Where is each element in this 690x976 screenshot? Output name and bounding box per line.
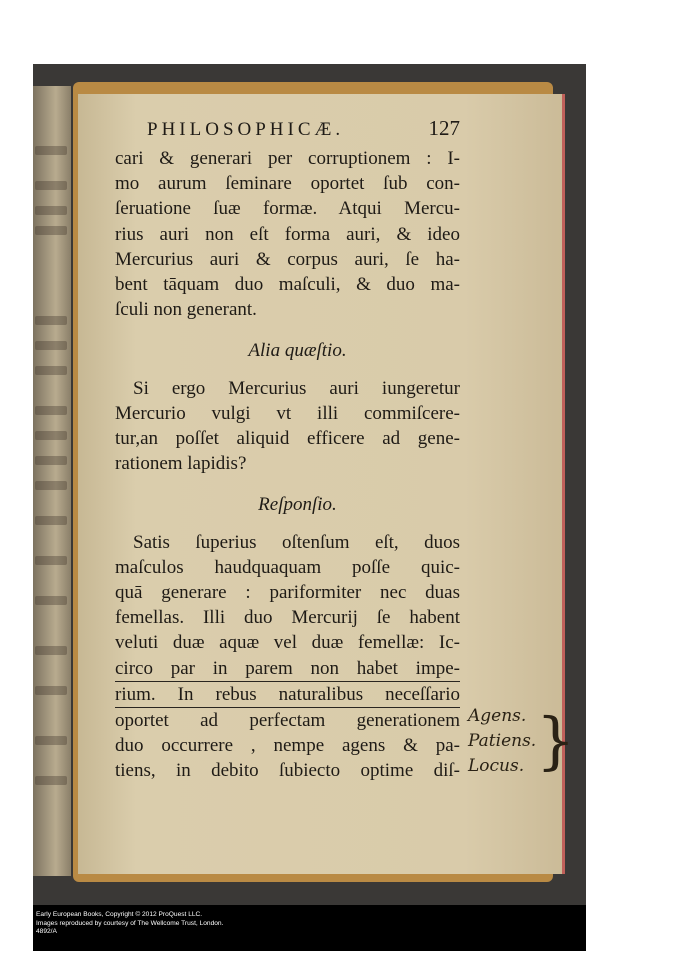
text-line: bent tāquam duo maſculi, & duo ma- [115, 274, 460, 296]
paragraph-1 [115, 146, 460, 322]
footer-line: Early European Books, Copyright © 2012 ProQuest LLC. [36, 911, 203, 918]
paragraph-3 [115, 530, 460, 784]
text-line: quā generare : pariformiter nec duas [115, 582, 460, 604]
text-line: oportet ad perfectam generationem [115, 710, 460, 732]
text-line: maſculos haudquaquam poſſe quic- [115, 556, 460, 578]
handwritten-brace: } [536, 704, 576, 777]
marginal-note: Agens. [468, 706, 527, 726]
marginal-note: Locus. [468, 756, 525, 776]
text-line: ſeruatione ſuæ formæ. Atqui Mercu- [115, 198, 460, 220]
text-line: Mercurio vulgi vt illi commiſcere- [115, 402, 460, 424]
text-line: Mercurius auri & corpus auri, ſe ha- [115, 248, 460, 270]
underlined-text-line: circo par in parem non habet impe- [115, 656, 460, 682]
running-head [115, 116, 460, 146]
text-line: Satis ſuperius oſtenſum eſt, duos [133, 531, 460, 553]
text-line: tur,an poſſet aliquid efficere ad gene- [115, 428, 460, 450]
facing-page-edge [33, 86, 71, 876]
text-line: femellas. Illi duo Mercurij ſe habent [115, 607, 460, 629]
book-scan [33, 64, 586, 905]
copyright-footer [33, 905, 586, 951]
text-line: cari & generari per corruptionem : I- [115, 148, 460, 169]
running-head-title: PHILOSOPHICÆ. [147, 119, 345, 140]
text-line: rius auri non eſt forma auri, & ideo [115, 223, 460, 245]
text-line: mo aurum ſeminare oportet ſub con- [115, 173, 460, 195]
text-line: Si ergo Mercurius auri iungeretur [133, 377, 460, 399]
page-number: 127 [428, 116, 460, 140]
paragraph-2 [115, 376, 460, 477]
text-line: ſculi non generant. [115, 299, 257, 321]
section-heading: Alia quæſtio. [248, 340, 347, 362]
text-line: tiens, in debito ſubiecto optime diſ- [115, 760, 460, 782]
footer-line: 4892/A [36, 928, 57, 936]
section-heading: Reſponſio. [258, 494, 337, 516]
text-line: veluti duæ aquæ vel duæ femellæ: Ic- [115, 632, 460, 654]
footer-line: Images reproduced by courtesy of The Wellcome Trust, London. [36, 919, 224, 927]
page-text [115, 116, 460, 784]
underlined-text-line: rium. In rebus naturalibus neceſſario [115, 682, 460, 708]
text-line: rationem lapidis? [115, 453, 247, 475]
book-page [78, 94, 576, 874]
marginal-note: Patiens. [468, 731, 537, 751]
text-line: duo occurrere , nempe agens & pa- [115, 735, 460, 757]
